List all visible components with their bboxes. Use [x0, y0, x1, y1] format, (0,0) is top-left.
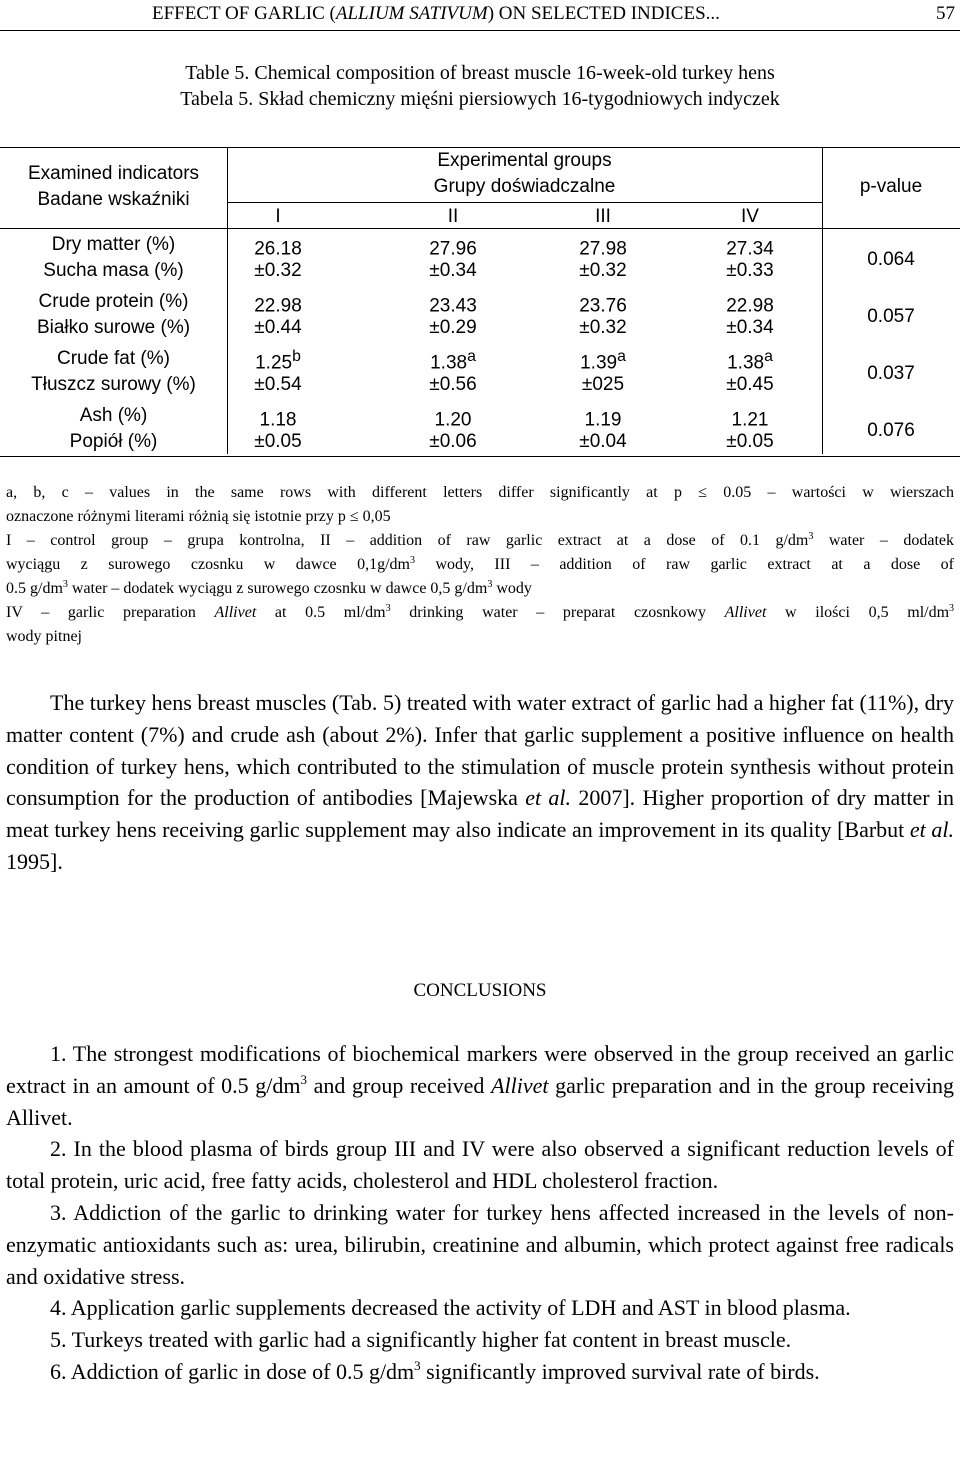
table-footnotes [6, 481, 954, 649]
title-part: EFFECT OF GARLIC ( [152, 3, 336, 24]
superscript: 3 [62, 579, 68, 590]
header-group-i: I [275, 206, 281, 227]
cell-mean [553, 234, 653, 260]
row-name-pl: Tłuszcz surowy (%) [31, 374, 196, 395]
superscript: 3 [487, 579, 493, 590]
footnote-text: a, b, c – values in the same rows with different letters differ significantly at p ≤ 0.05 – wartości w wierszach [6, 484, 954, 501]
mean-value: 26.18 [254, 238, 302, 260]
footnote-text: 0.5 g/dm [6, 580, 63, 597]
conclusion-item: 3. Addiction of the garlic to drinking water for turkey hens affected increased in the levels of non-enzymatic antioxidants such as: urea, bilirubin, creatinine and albumin, which protect against free radicals and oxidative stress. [6, 1199, 954, 1289]
footnote-line [6, 553, 954, 577]
cell-mean [553, 291, 653, 317]
mean-value: 1.38 [727, 352, 765, 374]
conclusion-item: 2. In the blood plasma of birds group III and IV were also observed a significant reduction levels of total protein, uric acid, free fatty acids, cholesterol and HDL cholesterol fraction. [6, 1136, 954, 1194]
cell-pvalue: 0.057 [867, 306, 915, 327]
superscript: 3 [414, 1357, 421, 1373]
footnote-text: oznaczone różnymi literami różnią się istotnie przy p ≤ 0,05 [6, 508, 391, 525]
superscript: 3 [949, 603, 955, 614]
cell-sd: ±0.05 [726, 431, 774, 452]
conclusion-item: 4. Application garlic supplements decreased the activity of LDH and AST in blood plasma. [50, 1295, 851, 1321]
mean-value: 22.98 [726, 295, 774, 317]
cell-sd: ±0.29 [429, 317, 477, 338]
mean-value: 27.98 [579, 238, 627, 260]
header-groups-pl: Grupy doświadczalne [433, 176, 616, 197]
mean-value: 23.43 [429, 295, 477, 317]
header-group-ii: II [447, 206, 459, 227]
mean-value: 1.25 [255, 352, 293, 374]
footnote-text: water – dodatek wyciągu z surowego czosnku w dawce 0,5 g/dm [67, 580, 488, 597]
footnote-text: water – dodatek [813, 532, 954, 549]
cell-sd: ±0.34 [726, 317, 774, 338]
cell-sd: ±0.33 [726, 260, 774, 281]
row-name-en: Ash (%) [79, 405, 148, 426]
header-pvalue: p-value [859, 176, 923, 197]
significance-letter: a [617, 348, 626, 365]
mean-value: 22.98 [254, 295, 302, 317]
cell-mean [700, 405, 800, 431]
text: 1. The strongest modifications of biochemical markers were observed in the group received an garlic extract in an amount of 0.5 g/dm [6, 1041, 954, 1098]
conclusions-list [6, 1038, 954, 1388]
significance-letter: a [764, 348, 773, 365]
cell-mean [700, 348, 800, 374]
mean-value: 1.21 [731, 409, 769, 431]
cell-pvalue: 0.064 [867, 249, 915, 270]
footnote-text: drinking water – preparat czosnkowy [390, 604, 725, 621]
superscript: 3 [300, 1071, 307, 1087]
cell-sd: ±0.06 [429, 431, 477, 452]
cell-mean [403, 348, 503, 374]
text: 6. Addiction of garlic in dose of 0.5 g/dm [50, 1358, 415, 1384]
product-name: Allivet [491, 1072, 549, 1098]
footnote-line [6, 601, 954, 625]
footnote-text: w ilości 0,5 ml/dm [766, 604, 950, 621]
text: garlic preparation and in the group receiving Allivet. [6, 1072, 954, 1130]
cell-sd: ±0.32 [579, 317, 627, 338]
mean-value: 1.20 [434, 409, 472, 431]
footnote-text: wody [492, 580, 532, 597]
title-part: ) ON SELECTED INDICES... [487, 3, 720, 24]
footnote-text: IV – garlic preparation [6, 604, 215, 621]
et-al: et al. [909, 817, 954, 843]
cell-mean [553, 348, 653, 374]
row-name-pl: Sucha masa (%) [43, 260, 184, 281]
table-divider [0, 228, 960, 229]
results-paragraph [6, 687, 954, 878]
cell-sd: ±0.45 [726, 374, 774, 395]
product-name: Allivet [724, 604, 767, 621]
cell-sd: ±0.34 [429, 260, 477, 281]
cell-sd: ±0.44 [254, 317, 302, 338]
significance-letter: b [292, 348, 301, 365]
cell-mean [228, 405, 328, 431]
footnote-line [6, 529, 954, 553]
mean-value: 1.39 [580, 352, 618, 374]
mean-value: 27.96 [429, 238, 477, 260]
mean-value: 23.76 [579, 295, 627, 317]
cell-mean [403, 234, 503, 260]
mean-value: 1.18 [259, 409, 297, 431]
text: and group received [306, 1072, 492, 1098]
running-header [0, 0, 960, 31]
row-name-en: Dry matter (%) [51, 234, 176, 255]
cell-pvalue: 0.076 [867, 420, 915, 441]
footnote-text: I – control group – grupa kontrolna, II – addition of raw garlic extract at a dose of 0.1 g/dm [6, 532, 809, 549]
header-groups-en: Experimental groups [437, 150, 612, 171]
text: 2007]. Higher proportion of dry matter in meat turkey hens receiving garlic supplement may also indicate an improvement in its quality [Barbut [6, 785, 954, 843]
title-species: ALLIUM SATIVUM [335, 3, 488, 24]
mean-value: 1.38 [430, 352, 468, 374]
superscript: 3 [410, 555, 415, 566]
section-heading: CONCLUSIONS [413, 980, 547, 1001]
conclusion-item [6, 1356, 954, 1388]
composition-table [0, 147, 960, 457]
mean-value: 27.34 [726, 238, 774, 260]
text: 1995]. [6, 848, 63, 874]
row-name-pl: Białko surowe (%) [36, 317, 191, 338]
cell-mean [700, 234, 800, 260]
cell-sd: ±0.04 [579, 431, 627, 452]
footnote-text: wyciągu z surowego czosnku w dawce 0,1g/dm [6, 556, 410, 573]
cell-sd: ±0.56 [429, 374, 477, 395]
header-indicator-pl: Badane wskaźniki [37, 189, 190, 210]
header-group-iv: IV [741, 206, 759, 227]
superscript: 3 [385, 603, 391, 614]
footnote-text: wody, III – addition of raw garlic extract at a dose of [415, 556, 954, 573]
cell-sd: ±0.32 [579, 260, 627, 281]
table-divider [227, 202, 822, 203]
footnote-text: at 0.5 ml/dm [256, 604, 386, 621]
header-group-iii: III [595, 206, 611, 227]
row-name-en: Crude protein (%) [38, 291, 189, 312]
table-caption-en: Table 5. Chemical composition of breast muscle 16-week-old turkey hens [185, 62, 775, 84]
row-name-en: Crude fat (%) [57, 348, 170, 369]
product-name: Allivet [214, 604, 257, 621]
text: significantly improved survival rate of birds. [420, 1358, 820, 1384]
footnote-line [6, 577, 954, 601]
page-number: 57 [936, 3, 955, 24]
footnote-line [6, 625, 954, 649]
cell-mean [553, 405, 653, 431]
conclusion-item [6, 1038, 954, 1133]
footnote-line [6, 505, 954, 529]
text: The turkey hens breast muscles (Tab. 5) treated with water extract of garlic had a higher fat (11%), dry matter content (7%) and crude ash (about 2%). Infer that garlic supplement a positive influence on health condition of turkey hens, which contributed to the stimulation of muscle protein synthesis without protein consumption for the production of antibodies [Majewska [6, 690, 954, 811]
running-title [152, 3, 720, 25]
cell-sd: ±0.32 [254, 260, 302, 281]
cell-sd: ±025 [581, 374, 625, 395]
cell-mean [228, 348, 328, 374]
conclusion-item: 5. Turkeys treated with garlic had a significantly higher fat content in breast muscle. [50, 1327, 792, 1353]
cell-mean [403, 291, 503, 317]
footnote-line [6, 481, 954, 505]
cell-sd: ±0.54 [254, 374, 302, 395]
cell-mean [700, 291, 800, 317]
paragraph [6, 687, 954, 878]
significance-letter: a [467, 348, 476, 365]
et-al: et al. [525, 785, 572, 811]
cell-pvalue: 0.037 [867, 363, 915, 384]
cell-mean [228, 234, 328, 260]
cell-sd: ±0.05 [254, 431, 302, 452]
header-indicator-en: Examined indicators [27, 163, 200, 184]
cell-mean [403, 405, 503, 431]
mean-value: 1.19 [584, 409, 622, 431]
cell-mean [228, 291, 328, 317]
row-name-pl: Popiół (%) [69, 431, 158, 452]
footnote-text: wody pitnej [6, 628, 82, 645]
superscript: 3 [808, 531, 814, 542]
table-caption-pl: Tabela 5. Skład chemiczny mięśni piersiowych 16-tygodniowych indyczek [180, 88, 780, 110]
